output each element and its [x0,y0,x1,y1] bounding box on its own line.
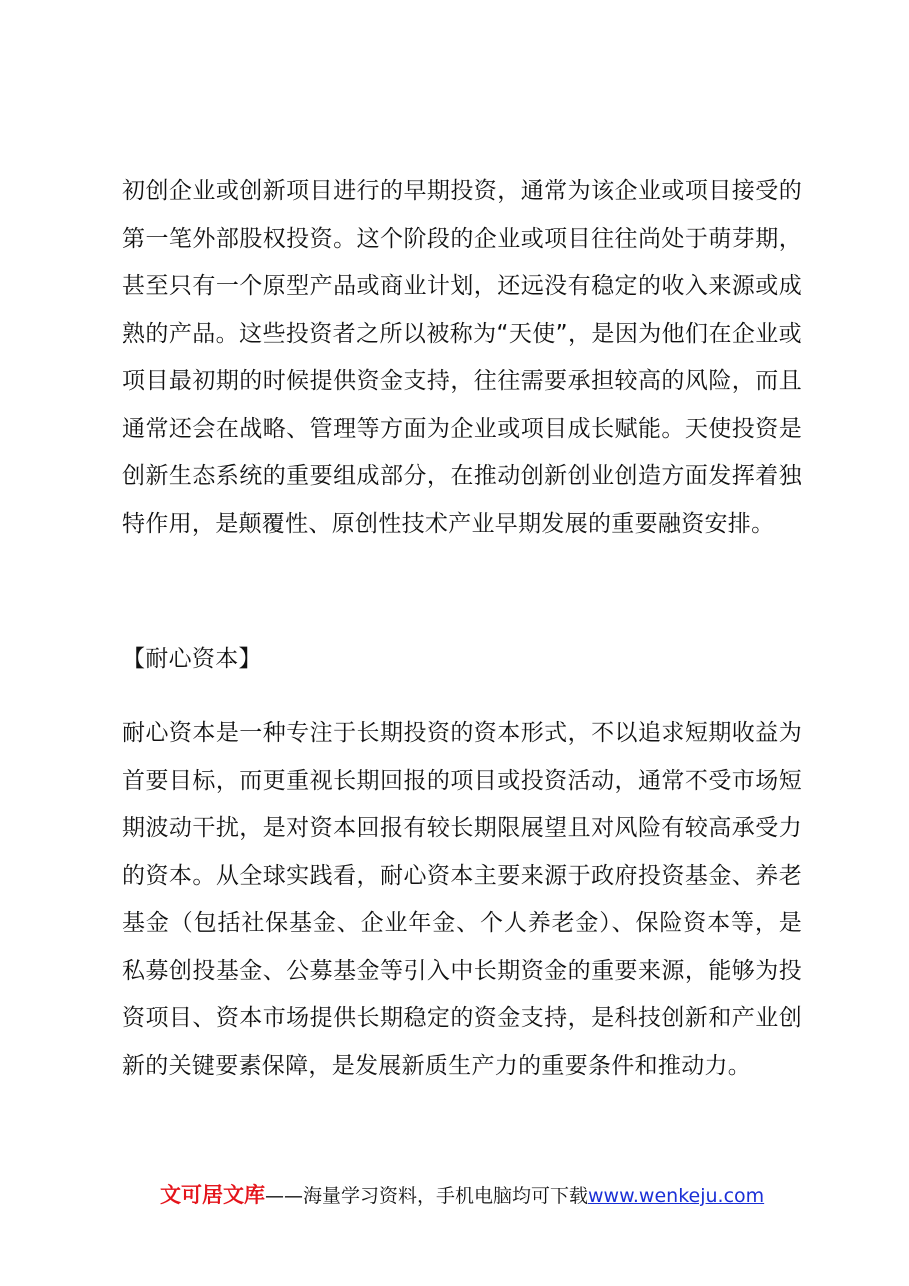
footer-brand: 文可居文库 [160,1183,265,1207]
footer-tagline: ——海量学习资料，手机电脑均可下载 [265,1185,589,1207]
body-paragraph: 初创企业或创新项目进行的早期投资，通常为该企业或项目接受的第一笔外部股权投资。这个阶段的企业或项目往往尚处于萌芽期，甚至只有一个原型产品或商业计划，还远没有稳定的收入来源或成熟的产品。这些投资者之所以被称为“天使”，是因为他们在企业或项目最初期的时候提供资金支持，往往需要承担较高的风险，而且通常还会在战略、管理等方面为企业或项目成长赋能。天使投资是创新生态系统的重要组成部分，在推动创新创业创造方面发挥着独特作用，是颠覆性、原创性技术产业早期发展的重要融资安排。 [122,178,802,537]
body-paragraph: 耐心资本是一种专注于长期投资的资本形式，不以追求短期收益为首要目标，而更重视长期回报的项目或投资活动，通常不受市场短期波动干扰，是对资本回报有较长期限展望且对风险有较高承受力的资本。从全球实践看，耐心资本主要来源于政府投资基金、养老基金（包括社保基金、企业年金、个人养老金）、保险资本等，是私募创投基金、公募基金等引入中长期资金的重要来源，能够为投资项目、资本市场提供长期稳定的资金支持，是科技创新和产业创新的关键要素保障，是发展新质生产力的重要条件和推动力。 [122,720,802,1079]
footer-banner [160,1180,800,1211]
footer-website-link[interactable]: www.wenkeju.com [588,1185,765,1207]
section-heading: 【耐心资本】 [122,646,262,672]
